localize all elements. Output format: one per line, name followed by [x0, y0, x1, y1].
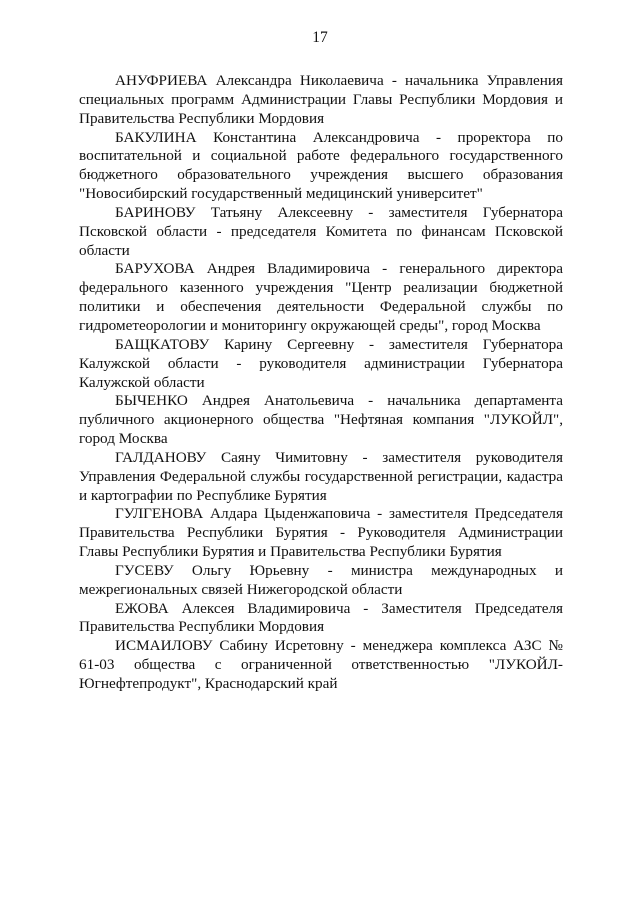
list-item — [79, 600, 563, 638]
person-surname: БАКУЛИНА — [115, 128, 197, 146]
person-details: Ольгу Юрьевну - министра международных и межрегиональных связей Нижегородской области — [79, 561, 564, 598]
person-surname: БАРУХОВА — [115, 260, 195, 278]
person-details: Андрея Владимировича - генерального директора федерального казенного учреждения "Центр реализации бюджетной политики и обеспечения деятельности Федеральной службы по гидрометеорологии и мониторингу окружающей среды", город Москва — [79, 260, 564, 334]
list-item — [79, 260, 563, 335]
list-item — [79, 336, 563, 393]
person-details: Карину Сергеевну - заместителя Губернатора Калужской области - руководителя администрации Губернатора Калужской области — [79, 335, 563, 391]
list-item — [79, 392, 563, 449]
list-item — [79, 449, 563, 506]
person-details: Сабину Исретовну - менеджера комплекса АЗС № 61-03 общества с ограниченной ответственностью "ЛУКОЙЛ-Югнефтепродукт", Краснодарский край — [79, 637, 564, 692]
person-details: Татьяну Алексеевну - заместителя Губернатора Псковской области - председателя Комитета по финансам Псковской области — [79, 203, 564, 259]
person-surname: АНУФРИЕВА — [115, 72, 208, 89]
person-details: Саяну Чимитовну - заместителя руководителя Управления Федеральной службы государственной регистрации, кадастра и картографии по Республике Бурятия — [79, 448, 563, 504]
person-surname: БАЩКАТОВУ — [115, 335, 210, 353]
person-surname: ГАЛДАНОВУ — [115, 448, 207, 466]
person-surname: ГУСЕВУ — [115, 561, 174, 579]
list-item — [79, 505, 563, 562]
page-number: 17 — [312, 29, 328, 46]
person-details: Алдара Цыденжаповича - заместителя Председателя Правительства Республики Бурятия - Руководителя Администрации Главы Республики Бурятия и Правительства Республики Бурятия — [79, 505, 564, 561]
person-surname: ГУЛГЕНОВА — [115, 505, 204, 523]
list-item — [79, 562, 563, 600]
list-item — [79, 637, 563, 694]
person-surname: ЕЖОВА — [115, 599, 169, 617]
person-details: Константина Александровича - проректора по воспитательной и социальной работе федерального государственного бюджетного образовательного учреждения высшего образования "Новосибирский государственный медицинский университет" — [79, 128, 564, 203]
person-details: Андрея Анатольевича - начальника департамента публичного акционерного общества "Нефтяная компания "ЛУКОЙЛ", город Москва — [79, 392, 563, 448]
list-item — [79, 204, 563, 261]
person-surname: БЫЧЕНКО — [115, 392, 188, 410]
list-item — [79, 129, 563, 204]
person-details: Алексея Владимировича - Заместителя Председателя Правительства Республики Мордовия — [79, 599, 564, 636]
person-surname: ИСМАИЛОВУ — [115, 637, 213, 655]
person-surname: БАРИНОВУ — [115, 203, 196, 221]
person-details: Александра Николаевича - начальника Управления специальных программ Администрации Главы Республики Мордовия и Правительства Республики Мордовия — [79, 72, 564, 127]
list-item — [79, 72, 563, 129]
award-list — [79, 72, 563, 694]
